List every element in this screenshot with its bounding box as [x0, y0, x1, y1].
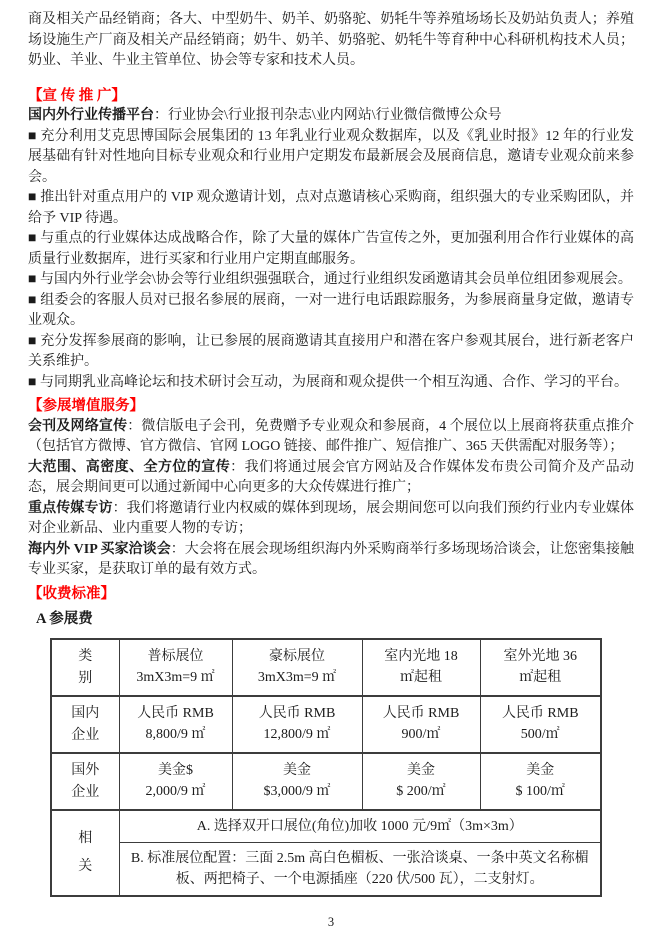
- price-cell: 人民币 RMB 500/㎡: [480, 696, 601, 753]
- platform-lead: 国内外行业传播平台: [28, 108, 154, 123]
- service-lead: 会刊及网络宣传: [28, 418, 128, 434]
- bullet-item: ■ 充分发挥参展商的影响，让已参展的展商邀请其直接用户和潜在客户参观其展台，进行新老客户关系维护。: [28, 333, 634, 369]
- price-cell: 人民币 RMB 12,800/9 ㎡: [232, 696, 362, 753]
- note-a-cell: A. 选择双开口展位(角位)加收 1000 元/9㎡（3m×3m）: [119, 810, 601, 843]
- service-item: [28, 417, 634, 458]
- service-lead: 大范围、高密度、全方位的宣传: [28, 459, 231, 475]
- fees-subheading: A 参展费: [36, 611, 93, 627]
- bullet-item: ■ 充分利用艾克思博国际会展集团的 13 年乳业行业观众数据库，以及《乳业时报》12 年的行业发展基础有针对性地向目标专业观众和行业用户定期发布最新展会及展商信息，邀请专业观众前来参会。: [28, 128, 634, 185]
- service-lead: 重点传媒专访: [28, 500, 113, 516]
- row-label-domestic: 国内 企业: [51, 696, 119, 753]
- service-text: ：我们将通过展会官方网站及合作媒体发布贵公司简介及产品动态，展会期间更可以通过新闻中心向更多的大众传媒进行推广；: [28, 459, 635, 495]
- row-label-foreign: 国外 企业: [51, 753, 119, 810]
- header-cell-outdoor-space: 室外光地 36 ㎡起租: [480, 639, 601, 696]
- price-cell: 美金 $3,000/9 ㎡: [232, 753, 362, 810]
- service-lead: 海内外 VIP 买家洽谈会: [28, 541, 171, 557]
- header-cell-deluxe-booth: 豪标展位 3mX3m=9 ㎡: [232, 639, 362, 696]
- price-cell: 人民币 RMB 900/㎡: [362, 696, 480, 753]
- bullet-item: ■ 与国内外行业学会\协会等行业组织强强联合，通过行业组织发函邀请其会员单位组团参观展会。: [28, 272, 632, 287]
- price-cell: 美金 $ 200/㎡: [362, 753, 480, 810]
- service-text: ：我们将邀请行业内权威的媒体到现场，展会期间您可以向我们预约行业内专业媒体对企业新品、业内重要人物的专访；: [28, 500, 635, 536]
- header-cell-indoor-space: 室内光地 18 ㎡起租: [362, 639, 480, 696]
- fees-heading: 【收费标准】: [28, 585, 115, 602]
- bullet-item: ■ 推出针对重点用户的 VIP 观众邀请计划，点对点邀请核心采购商，组织强大的专业采购团队，并给予 VIP 待遇。: [28, 190, 634, 226]
- bullet-item: ■ 与同期乳业高峰论坛和技术研讨会互动，为展商和观众提供一个相互沟通、合作、学习的平台。: [28, 374, 628, 390]
- fee-table-notes-row-b: [51, 842, 601, 896]
- price-cell: 人民币 RMB 8,800/9 ㎡: [119, 696, 232, 753]
- bullet-item: ■ 与重点的行业媒体达成战略合作，除了大量的媒体广告宣传之外，更加强利用合作行业媒体的高质量行业数据库，进行买家和行业用户定期直邮服务。: [28, 231, 634, 267]
- note-b-cell: B. 标准展位配置：三面 2.5m 高白色楣板、一张洽谈桌、一条中英文名称楣板、两把椅子、一个电源插座（220 伏/500 瓦），二支射灯。: [119, 842, 601, 896]
- price-cell: 美金$ 2,000/9 ㎡: [119, 753, 232, 810]
- fee-table-domestic-row: [51, 696, 601, 753]
- platform-line: [28, 106, 634, 127]
- services-heading: 【参展增值服务】: [28, 398, 144, 414]
- fee-table: [50, 638, 602, 897]
- price-cell: 美金 $ 100/㎡: [480, 753, 601, 810]
- header-cell-standard-booth: 普标展位 3mX3m=9 ㎡: [119, 639, 232, 696]
- row-label-related: 相 关: [51, 810, 119, 896]
- page-number: 3: [327, 914, 335, 929]
- bullet-item: ■ 组委会的客服人员对已报名参展的展商，一对一进行电话跟踪服务，为参展商量身定做，邀请专业观众。: [28, 292, 634, 328]
- intro-paragraph: 商及相关产品经销商；各大、中型奶牛、奶羊、奶骆驼、奶牦牛等养殖场场长及奶站负责人；养殖场设施生产厂商及相关产品经销商；奶牛、奶羊、奶骆驼、奶牦牛等育种中心科研机构技术人员；奶业、羊业、牛业主管单位、协会等专家和技术人员。: [28, 12, 634, 68]
- fee-table-header-row: [51, 639, 601, 696]
- fee-table-foreign-row: [51, 753, 601, 810]
- fee-table-notes-row-a: [51, 810, 601, 843]
- service-item: [28, 458, 634, 499]
- service-item: [28, 499, 634, 540]
- header-cell-category: 类 别: [51, 639, 119, 696]
- service-text: ：大会将在展会现场组织海内外采购商举行多场现场洽谈会，让您密集接触专业买家，是获取订单的最有效方式。: [28, 541, 634, 577]
- service-item: [28, 540, 634, 581]
- service-text: ：微信版电子会刊，免费赠予专业观众和参展商，4 个展位以上展商将获重点推介（包括官方微博、官方微信、官网 LOGO 链接、邮件推广、短信推广、365 天供需配对服务等）；: [28, 418, 634, 454]
- platform-text: ：行业协会\行业报刊杂志\业内网站\行业微信微博公众号: [154, 108, 502, 123]
- promo-heading: 【宣 传 推 广】: [28, 87, 126, 104]
